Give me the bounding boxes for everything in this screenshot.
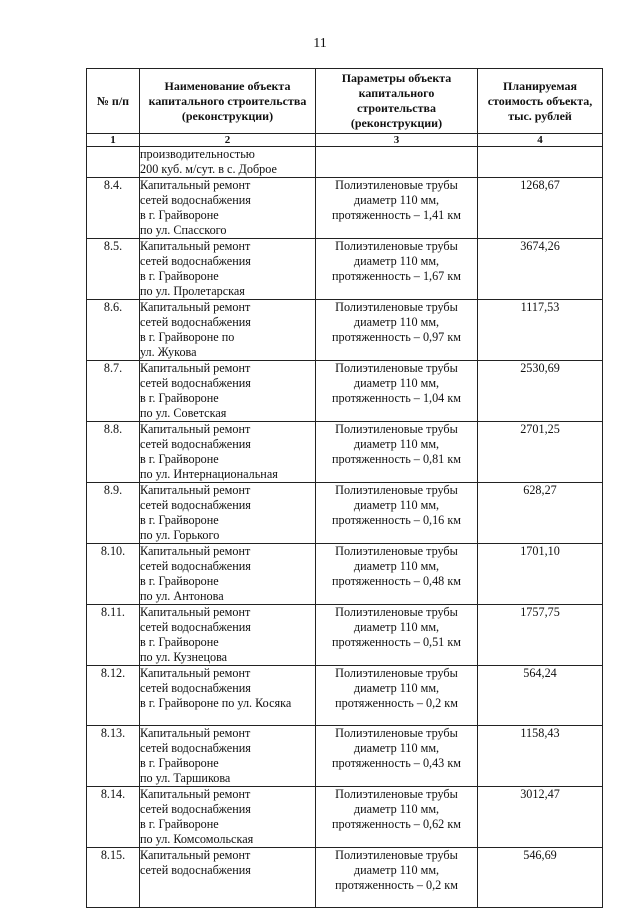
cell-object-name: Капитальный ремонт сетей водоснабжения — [140, 848, 316, 908]
cell-object-name: Капитальный ремонт сетей водоснабжения в г. Грайвороне по ул. Таршикова — [140, 726, 316, 787]
cell-object-name: Капитальный ремонт сетей водоснабжения в г. Грайвороне по ул. Комсомольская — [140, 787, 316, 848]
cell-object-name: Капитальный ремонт сетей водоснабжения в г. Грайвороне по ул. Интернациональная — [140, 422, 316, 483]
cell-object-params: Полиэтиленовые трубы диаметр 110 мм, протяженность – 1,41 км — [316, 178, 478, 239]
cell-object-name: производительностью 200 куб. м/сут. в с. Доброе — [140, 147, 316, 178]
cell-planned-cost: 3674,26 — [478, 239, 603, 300]
table-header-row — [87, 69, 603, 134]
cell-object-params: Полиэтиленовые трубы диаметр 110 мм, протяженность – 0,97 км — [316, 300, 478, 361]
cell-number: 8.7. — [87, 361, 140, 422]
cell-planned-cost: 1158,43 — [478, 726, 603, 787]
cell-number: 8.4. — [87, 178, 140, 239]
cell-object-params: Полиэтиленовые трубы диаметр 110 мм, протяженность – 0,16 км — [316, 483, 478, 544]
cell-planned-cost: 1117,53 — [478, 300, 603, 361]
column-number-row — [87, 134, 603, 147]
cell-number: 8.10. — [87, 544, 140, 605]
cell-number — [87, 147, 140, 178]
cell-object-name: Капитальный ремонт сетей водоснабжения в г. Грайвороне по ул. Кузнецова — [140, 605, 316, 666]
cell-number: 8.6. — [87, 300, 140, 361]
cell-object-params: Полиэтиленовые трубы диаметр 110 мм, протяженность – 0,2 км — [316, 666, 478, 726]
cell-number: 8.12. — [87, 666, 140, 726]
cell-object-params: Полиэтиленовые трубы диаметр 110 мм, протяженность – 0,62 км — [316, 787, 478, 848]
header-object-name: Наименование объекта капитального строительства (реконструкции) — [140, 69, 316, 134]
table-row — [87, 787, 603, 848]
cell-planned-cost: 3012,47 — [478, 787, 603, 848]
cell-object-name: Капитальный ремонт сетей водоснабжения в г. Грайвороне по ул. Горького — [140, 483, 316, 544]
cell-object-params: Полиэтиленовые трубы диаметр 110 мм, протяженность – 0,81 км — [316, 422, 478, 483]
cell-planned-cost — [478, 147, 603, 178]
table-row — [87, 848, 603, 908]
table-row — [87, 300, 603, 361]
cell-planned-cost: 546,69 — [478, 848, 603, 908]
cell-planned-cost: 628,27 — [478, 483, 603, 544]
cell-planned-cost: 564,24 — [478, 666, 603, 726]
page-number: 11 — [313, 36, 327, 51]
cell-number: 8.8. — [87, 422, 140, 483]
cell-planned-cost: 2530,69 — [478, 361, 603, 422]
cell-object-name: Капитальный ремонт сетей водоснабжения в г. Грайвороне по ул. Косяка — [140, 666, 316, 726]
header-planned-cost: Планируемая стоимость объекта, тыс. рублей — [478, 69, 603, 134]
column-number: 4 — [478, 134, 603, 147]
table-row — [87, 239, 603, 300]
cell-number: 8.14. — [87, 787, 140, 848]
cell-planned-cost: 2701,25 — [478, 422, 603, 483]
cell-number: 8.9. — [87, 483, 140, 544]
table-body — [87, 147, 603, 908]
header-object-params: Параметры объекта капитального строительства (реконструкции) — [316, 69, 478, 134]
cell-planned-cost: 1757,75 — [478, 605, 603, 666]
table-row — [87, 178, 603, 239]
column-number: 2 — [140, 134, 316, 147]
table-row — [87, 422, 603, 483]
header-number: № п/п — [87, 69, 140, 134]
table-row — [87, 726, 603, 787]
cell-object-params: Полиэтиленовые трубы диаметр 110 мм, протяженность – 0,48 км — [316, 544, 478, 605]
table-row — [87, 666, 603, 726]
cell-object-name: Капитальный ремонт сетей водоснабжения в г. Грайвороне по ул. Антонова — [140, 544, 316, 605]
table-row — [87, 544, 603, 605]
cell-object-name: Капитальный ремонт сетей водоснабжения в г. Грайвороне по ул. Жукова — [140, 300, 316, 361]
cell-number: 8.13. — [87, 726, 140, 787]
table-row — [87, 361, 603, 422]
column-number: 3 — [316, 134, 478, 147]
column-number: 1 — [87, 134, 140, 147]
cell-number: 8.15. — [87, 848, 140, 908]
cell-object-params: Полиэтиленовые трубы диаметр 110 мм, протяженность – 0,2 км — [316, 848, 478, 908]
cell-planned-cost: 1701,10 — [478, 544, 603, 605]
cell-planned-cost: 1268,67 — [478, 178, 603, 239]
cell-object-name: Капитальный ремонт сетей водоснабжения в г. Грайвороне по ул. Советская — [140, 361, 316, 422]
cell-object-params: Полиэтиленовые трубы диаметр 110 мм, протяженность – 0,43 км — [316, 726, 478, 787]
cell-number: 8.5. — [87, 239, 140, 300]
capital-repair-table — [86, 68, 603, 908]
table-row — [87, 483, 603, 544]
table-row — [87, 605, 603, 666]
cell-object-name: Капитальный ремонт сетей водоснабжения в г. Грайвороне по ул. Пролетарская — [140, 239, 316, 300]
cell-object-params — [316, 147, 478, 178]
cell-number: 8.11. — [87, 605, 140, 666]
cell-object-params: Полиэтиленовые трубы диаметр 110 мм, протяженность – 1,04 км — [316, 361, 478, 422]
cell-object-params: Полиэтиленовые трубы диаметр 110 мм, протяженность – 1,67 км — [316, 239, 478, 300]
cell-object-params: Полиэтиленовые трубы диаметр 110 мм, протяженность – 0,51 км — [316, 605, 478, 666]
continuation-row — [87, 147, 603, 178]
cell-object-name: Капитальный ремонт сетей водоснабжения в г. Грайвороне по ул. Спасского — [140, 178, 316, 239]
